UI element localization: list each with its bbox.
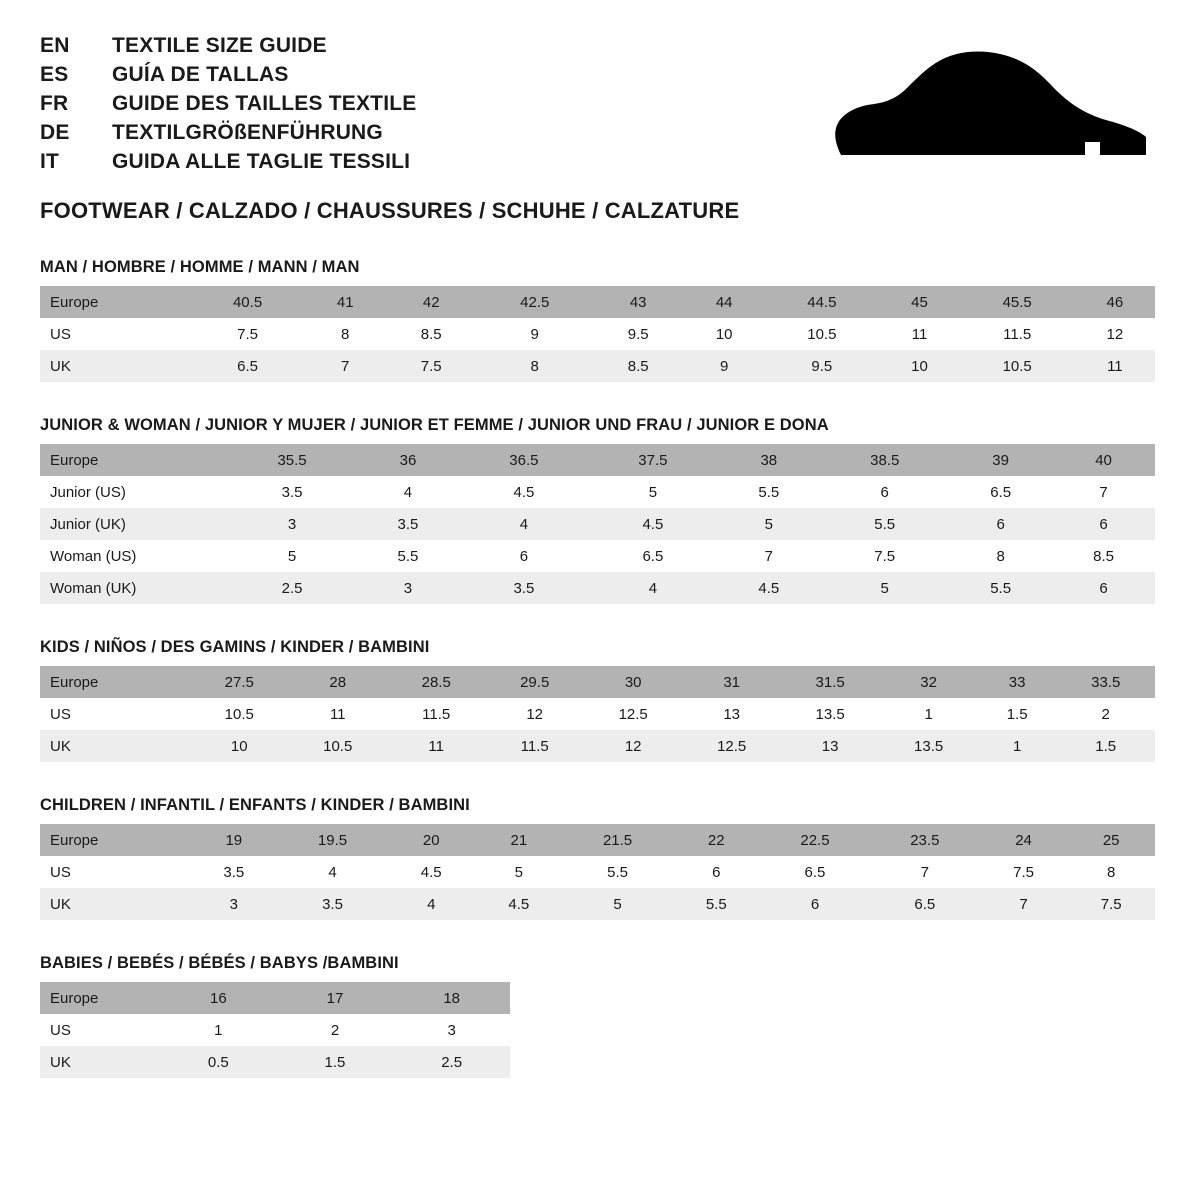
section-kids xyxy=(40,638,1160,762)
table-cell: 3.5 xyxy=(278,888,388,920)
row-label: US xyxy=(40,318,190,350)
table-cell: 8 xyxy=(477,350,592,382)
table-cell: 16 xyxy=(160,982,277,1014)
table-cell: 9 xyxy=(684,350,764,382)
table-cell: 8 xyxy=(1067,856,1155,888)
table-cell: 11.5 xyxy=(960,318,1075,350)
table-row xyxy=(40,350,1155,382)
table-row xyxy=(40,666,1155,698)
table-cell: 22.5 xyxy=(760,824,870,856)
table-cell: 7.5 xyxy=(190,318,305,350)
table-cell: 4 xyxy=(357,476,460,508)
table-cell: 23.5 xyxy=(870,824,980,856)
table-cell: 6 xyxy=(1052,508,1155,540)
table-cell: 38.5 xyxy=(820,444,949,476)
table-cell: 2 xyxy=(1056,698,1155,730)
table-row xyxy=(40,698,1155,730)
table-cell: 12 xyxy=(485,698,583,730)
table-cell xyxy=(190,476,228,508)
table-cell: 11.5 xyxy=(485,730,583,762)
size-table-junior-woman xyxy=(40,444,1155,604)
table-cell: 5.5 xyxy=(820,508,949,540)
table-cell: 8.5 xyxy=(1052,540,1155,572)
table-row xyxy=(40,318,1155,350)
row-label: US xyxy=(40,856,190,888)
table-cell: 32 xyxy=(879,666,977,698)
size-table-children xyxy=(40,824,1155,920)
table-cell: 18 xyxy=(393,982,510,1014)
table-cell: 10.5 xyxy=(764,318,879,350)
table-cell xyxy=(190,444,228,476)
table-cell: 37.5 xyxy=(588,444,717,476)
table-cell: 4.5 xyxy=(387,856,475,888)
table-cell: 35.5 xyxy=(228,444,357,476)
table-cell: 42.5 xyxy=(477,286,592,318)
table-cell: 4.5 xyxy=(459,476,588,508)
table-cell: 12.5 xyxy=(682,730,780,762)
table-cell: 2.5 xyxy=(393,1046,510,1078)
table-cell: 6.5 xyxy=(588,540,717,572)
table-cell: 4.5 xyxy=(588,508,717,540)
row-label: Europe xyxy=(40,286,190,318)
table-cell: 6.5 xyxy=(870,888,980,920)
table-cell: 10.5 xyxy=(190,698,288,730)
table-cell: 5 xyxy=(475,856,563,888)
table-cell: 8 xyxy=(949,540,1052,572)
language-code: ES xyxy=(40,63,69,86)
table-cell: 40 xyxy=(1052,444,1155,476)
section-babies xyxy=(40,954,1160,1078)
table-cell: 13.5 xyxy=(781,698,879,730)
table-cell: 2.5 xyxy=(228,572,357,604)
table-cell xyxy=(190,540,228,572)
table-cell: 43 xyxy=(592,286,684,318)
table-row xyxy=(40,286,1155,318)
table-cell: 29.5 xyxy=(485,666,583,698)
table-cell: 9.5 xyxy=(764,350,879,382)
table-cell: 33 xyxy=(978,666,1057,698)
table-cell: 7 xyxy=(870,856,980,888)
table-cell: 19 xyxy=(190,824,278,856)
language-code: FR xyxy=(40,92,69,115)
table-row xyxy=(40,1014,510,1046)
section-title: CHILDREN / INFANTIL / ENFANTS / KINDER / BAMBINI xyxy=(40,796,470,814)
table-cell: 44 xyxy=(684,286,764,318)
table-row xyxy=(40,982,510,1014)
language-code: DE xyxy=(40,121,70,144)
table-cell: 10 xyxy=(190,730,288,762)
table-cell: 8 xyxy=(305,318,385,350)
language-code: IT xyxy=(40,150,60,173)
table-cell: 10.5 xyxy=(288,730,386,762)
table-cell: 7 xyxy=(717,540,820,572)
table-cell: 5 xyxy=(820,572,949,604)
table-cell: 7 xyxy=(980,888,1068,920)
table-cell: 42 xyxy=(385,286,477,318)
table-cell: 1.5 xyxy=(978,698,1057,730)
table-cell: 11 xyxy=(288,698,386,730)
table-row xyxy=(40,856,1155,888)
table-cell: 7.5 xyxy=(1067,888,1155,920)
section-title: BABIES / BEBÉS / BÉBÉS / BABYS /BAMBINI xyxy=(40,954,399,972)
table-cell: 9.5 xyxy=(592,318,684,350)
section-junior-woman xyxy=(40,416,1160,604)
table-cell: 11 xyxy=(879,318,959,350)
table-cell: 25 xyxy=(1067,824,1155,856)
table-cell: 41 xyxy=(305,286,385,318)
table-cell: 8.5 xyxy=(385,318,477,350)
table-cell: 8.5 xyxy=(592,350,684,382)
language-title: GUIDA ALLE TAGLIE TESSILI xyxy=(112,150,411,173)
table-cell: 20 xyxy=(387,824,475,856)
table-cell: 4 xyxy=(459,508,588,540)
table-cell: 1 xyxy=(879,698,977,730)
table-cell: 3 xyxy=(190,888,278,920)
row-label: Woman (UK) xyxy=(40,572,190,604)
table-cell: 6 xyxy=(459,540,588,572)
table-cell: 17 xyxy=(277,982,394,1014)
table-cell: 45 xyxy=(879,286,959,318)
table-cell: 4 xyxy=(278,856,388,888)
table-cell: 44.5 xyxy=(764,286,879,318)
table-cell: 1.5 xyxy=(277,1046,394,1078)
table-cell: 6 xyxy=(1052,572,1155,604)
table-cell: 1 xyxy=(160,1014,277,1046)
table-cell: 1.5 xyxy=(1056,730,1155,762)
table-cell: 5 xyxy=(228,540,357,572)
row-label: Junior (US) xyxy=(40,476,190,508)
row-label: Woman (US) xyxy=(40,540,190,572)
section-title: MAN / HOMBRE / HOMME / MANN / MAN xyxy=(40,258,360,276)
table-cell: 5 xyxy=(588,476,717,508)
table-cell: 46 xyxy=(1075,286,1155,318)
row-label: UK xyxy=(40,730,190,762)
table-cell: 28.5 xyxy=(387,666,485,698)
table-cell: 5.5 xyxy=(672,888,760,920)
table-cell: 6.5 xyxy=(190,350,305,382)
table-cell: 4.5 xyxy=(475,888,563,920)
table-cell: 7.5 xyxy=(385,350,477,382)
table-cell: 3.5 xyxy=(459,572,588,604)
table-cell: 13 xyxy=(682,698,780,730)
row-label: UK xyxy=(40,888,190,920)
row-label: Europe xyxy=(40,982,160,1014)
table-cell: 36.5 xyxy=(459,444,588,476)
table-cell: 36 xyxy=(357,444,460,476)
table-cell: 10 xyxy=(879,350,959,382)
table-cell: 13 xyxy=(781,730,879,762)
table-cell: 12 xyxy=(1075,318,1155,350)
table-row xyxy=(40,508,1155,540)
table-row xyxy=(40,888,1155,920)
table-row xyxy=(40,1046,510,1078)
category-title: FOOTWEAR / CALZADO / CHAUSSURES / SCHUHE / CALZATURE xyxy=(40,198,740,223)
table-cell: 5.5 xyxy=(357,540,460,572)
table-cell: 7 xyxy=(305,350,385,382)
row-label: Europe xyxy=(40,666,190,698)
table-row xyxy=(40,540,1155,572)
table-cell xyxy=(190,508,228,540)
table-cell: 5.5 xyxy=(563,856,673,888)
table-cell: 11.5 xyxy=(387,698,485,730)
language-title: TEXTILGRÖßENFÜHRUNG xyxy=(112,121,383,144)
table-cell: 5.5 xyxy=(717,476,820,508)
table-cell: 11 xyxy=(1075,350,1155,382)
table-cell: 6.5 xyxy=(949,476,1052,508)
table-cell: 7 xyxy=(1052,476,1155,508)
table-cell: 5 xyxy=(717,508,820,540)
row-label: UK xyxy=(40,350,190,382)
row-label: US xyxy=(40,1014,160,1046)
table-cell: 3 xyxy=(228,508,357,540)
table-row xyxy=(40,444,1155,476)
table-row xyxy=(40,730,1155,762)
table-cell: 6.5 xyxy=(760,856,870,888)
table-cell: 4.5 xyxy=(717,572,820,604)
section-title: JUNIOR & WOMAN / JUNIOR Y MUJER / JUNIOR ET FEMME / JUNIOR UND FRAU / JUNIOR E DONA xyxy=(40,416,829,434)
table-cell: 6 xyxy=(949,508,1052,540)
table-cell: 3.5 xyxy=(190,856,278,888)
table-cell: 31 xyxy=(682,666,780,698)
language-title: GUÍA DE TALLAS xyxy=(112,63,289,86)
table-cell: 45.5 xyxy=(960,286,1075,318)
dress-shoe-icon xyxy=(800,50,1160,180)
language-code: EN xyxy=(40,34,70,57)
table-cell: 12 xyxy=(584,730,682,762)
table-cell: 3 xyxy=(357,572,460,604)
table-cell: 13.5 xyxy=(879,730,977,762)
table-cell: 6 xyxy=(672,856,760,888)
table-cell: 38 xyxy=(717,444,820,476)
table-cell: 11 xyxy=(387,730,485,762)
table-cell: 5 xyxy=(563,888,673,920)
row-label: Europe xyxy=(40,444,190,476)
table-cell: 3.5 xyxy=(357,508,460,540)
table-cell: 6 xyxy=(820,476,949,508)
table-cell: 31.5 xyxy=(781,666,879,698)
table-cell: 10.5 xyxy=(960,350,1075,382)
table-cell: 3 xyxy=(393,1014,510,1046)
table-cell: 21.5 xyxy=(563,824,673,856)
table-row xyxy=(40,824,1155,856)
table-cell: 9 xyxy=(477,318,592,350)
size-table-man xyxy=(40,286,1155,382)
table-cell: 3.5 xyxy=(228,476,357,508)
table-cell: 1 xyxy=(978,730,1057,762)
table-cell: 4 xyxy=(588,572,717,604)
table-cell: 19.5 xyxy=(278,824,388,856)
table-cell: 39 xyxy=(949,444,1052,476)
row-label: Europe xyxy=(40,824,190,856)
row-label: UK xyxy=(40,1046,160,1078)
language-title: TEXTILE SIZE GUIDE xyxy=(112,34,327,57)
table-cell: 40.5 xyxy=(190,286,305,318)
table-cell: 2 xyxy=(277,1014,394,1046)
table-cell: 0.5 xyxy=(160,1046,277,1078)
table-cell: 7.5 xyxy=(820,540,949,572)
table-cell: 30 xyxy=(584,666,682,698)
row-label: Junior (UK) xyxy=(40,508,190,540)
row-label: US xyxy=(40,698,190,730)
language-title: GUIDE DES TAILLES TEXTILE xyxy=(112,92,417,115)
table-cell: 33.5 xyxy=(1056,666,1155,698)
section-title: KIDS / NIÑOS / DES GAMINS / KINDER / BAMBINI xyxy=(40,638,430,656)
size-table-babies xyxy=(40,982,510,1078)
table-cell: 7.5 xyxy=(980,856,1068,888)
table-cell xyxy=(190,572,228,604)
table-row xyxy=(40,572,1155,604)
section-children xyxy=(40,796,1160,920)
table-cell: 10 xyxy=(684,318,764,350)
table-cell: 5.5 xyxy=(949,572,1052,604)
section-man xyxy=(40,258,1160,382)
table-cell: 12.5 xyxy=(584,698,682,730)
size-table-kids xyxy=(40,666,1155,762)
table-row xyxy=(40,476,1155,508)
table-cell: 24 xyxy=(980,824,1068,856)
table-cell: 28 xyxy=(288,666,386,698)
table-cell: 4 xyxy=(387,888,475,920)
table-cell: 27.5 xyxy=(190,666,288,698)
table-cell: 22 xyxy=(672,824,760,856)
table-cell: 6 xyxy=(760,888,870,920)
table-cell: 21 xyxy=(475,824,563,856)
